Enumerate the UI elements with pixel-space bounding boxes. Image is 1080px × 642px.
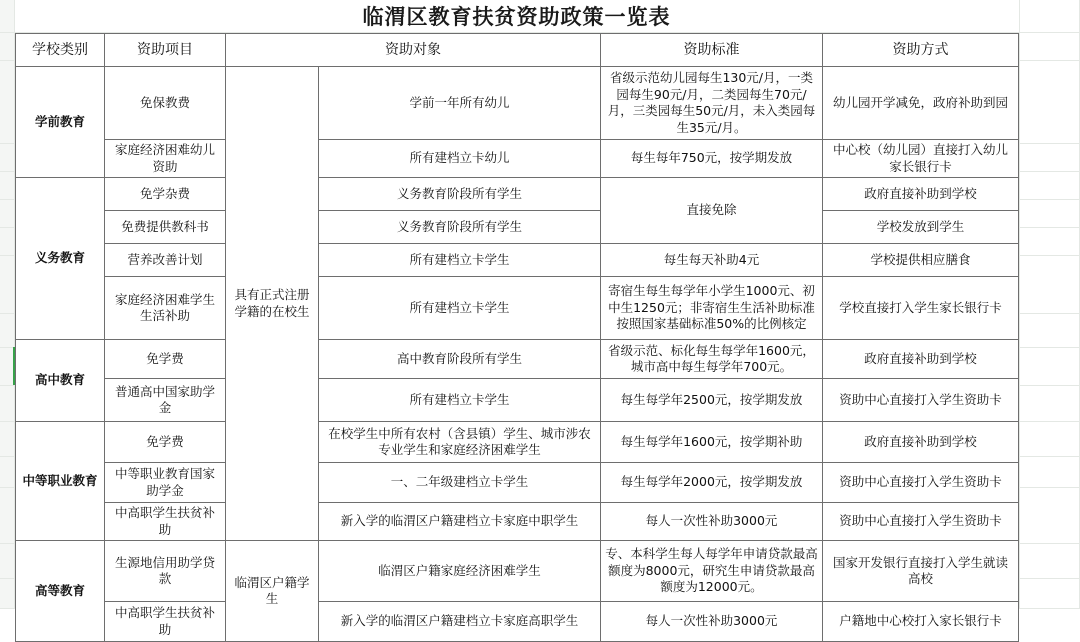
cell-funding-project: 家庭经济困难幼儿资助	[105, 140, 226, 178]
cell-funding-target: 高中教育阶段所有学生	[319, 340, 601, 379]
cell-funding-method: 学校提供相应膳食	[823, 244, 1019, 277]
cell-funding-project: 生源地信用助学贷款	[105, 541, 226, 602]
cell-funding-target-group: 临渭区户籍学生	[226, 541, 319, 642]
table-row	[16, 140, 1019, 178]
cell-funding-project: 中高职学生扶贫补助	[105, 602, 226, 642]
cell-funding-standard: 专、本科学生每人每学年申请贷款最高额度为8000元，研究生申请贷款最高额度为12000元。	[601, 541, 823, 602]
table-row	[16, 503, 1019, 541]
table-row	[16, 244, 1019, 277]
cell-funding-method: 资助中心直接打入学生资助卡	[823, 503, 1019, 541]
cell-funding-target: 临渭区户籍家庭经济困难学生	[319, 541, 601, 602]
cell-funding-standard: 省级示范、标化每生每学年1600元，城市高中每生每学年700元。	[601, 340, 823, 379]
cell-funding-standard: 省级示范幼儿园每生130元/月，一类园每生90元/月，二类园每生70元/月，三类园每生50元/月，未入类园每生35元/月。	[601, 67, 823, 140]
table-row	[16, 67, 1019, 140]
cell-funding-method: 政府直接补助到学校	[823, 340, 1019, 379]
cell-funding-target: 所有建档立卡学生	[319, 244, 601, 277]
cell-funding-method: 学校发放到学生	[823, 211, 1019, 244]
table-row	[16, 541, 1019, 602]
cell-school-category: 中等职业教育	[16, 422, 105, 541]
cell-funding-project: 免保教费	[105, 67, 226, 140]
cell-funding-standard: 每生每年750元，按学期发放	[601, 140, 823, 178]
cell-funding-project: 免学费	[105, 340, 226, 379]
cell-funding-project: 免学费	[105, 422, 226, 463]
cell-funding-method: 国家开发银行直接打入学生就读高校	[823, 541, 1019, 602]
cell-funding-target: 义务教育阶段所有学生	[319, 211, 601, 244]
cell-funding-target: 一、二年级建档立卡学生	[319, 463, 601, 503]
cell-funding-standard: 每人一次性补助3000元	[601, 602, 823, 642]
cell-funding-method: 资助中心直接打入学生资助卡	[823, 379, 1019, 422]
cell-funding-target: 所有建档立卡学生	[319, 277, 601, 340]
cell-funding-project: 中高职学生扶贫补助	[105, 503, 226, 541]
column-header-funding-project: 资助项目	[105, 34, 226, 67]
cell-funding-standard: 直接免除	[601, 178, 823, 244]
cell-funding-standard: 每生每学年1600元，按学期补助	[601, 422, 823, 463]
cell-funding-method: 政府直接补助到学校	[823, 422, 1019, 463]
cell-funding-target: 新入学的临渭区户籍建档立卡家庭高职学生	[319, 602, 601, 642]
table-row	[16, 463, 1019, 503]
cell-funding-method: 幼儿园开学减免，政府补助到园	[823, 67, 1019, 140]
cell-funding-method: 户籍地中心校打入家长银行卡	[823, 602, 1019, 642]
cell-funding-standard: 寄宿生每生每学年小学生1000元、初中生1250元；非寄宿生生活补助标准按照国家基础标准50%的比例核定	[601, 277, 823, 340]
cell-funding-target: 在校学生中所有农村（含县镇）学生、城市涉农专业学生和家庭经济困难学生	[319, 422, 601, 463]
document-title-band	[15, 0, 1018, 32]
cell-funding-project: 免费提供教科书	[105, 211, 226, 244]
cell-funding-method: 资助中心直接打入学生资助卡	[823, 463, 1019, 503]
policy-table	[15, 33, 1019, 642]
page-title: 临渭区教育扶贫资助政策一览表	[363, 1, 671, 31]
grid-column-line	[1019, 0, 1020, 609]
table-header-row	[16, 34, 1019, 67]
cell-funding-standard: 每人一次性补助3000元	[601, 503, 823, 541]
column-header-funding-method: 资助方式	[823, 34, 1019, 67]
cell-funding-standard: 每生每学年2500元，按学期发放	[601, 379, 823, 422]
cell-funding-target: 所有建档立卡学生	[319, 379, 601, 422]
cell-funding-standard: 每生每学年2000元，按学期发放	[601, 463, 823, 503]
cell-school-category: 义务教育	[16, 178, 105, 340]
table-row	[16, 277, 1019, 340]
cell-funding-target: 所有建档立卡幼儿	[319, 140, 601, 178]
cell-funding-method: 中心校（幼儿园）直接打入幼儿家长银行卡	[823, 140, 1019, 178]
cell-funding-target: 新入学的临渭区户籍建档立卡家庭中职学生	[319, 503, 601, 541]
column-header-funding-target: 资助对象	[226, 34, 601, 67]
cell-funding-method: 学校直接打入学生家长银行卡	[823, 277, 1019, 340]
cell-funding-method: 政府直接补助到学校	[823, 178, 1019, 211]
cell-funding-target: 义务教育阶段所有学生	[319, 178, 601, 211]
cell-school-category: 高中教育	[16, 340, 105, 422]
cell-school-category: 高等教育	[16, 541, 105, 642]
table-row	[16, 602, 1019, 642]
cell-funding-project: 免学杂费	[105, 178, 226, 211]
column-header-school-category: 学校类别	[16, 34, 105, 67]
cell-funding-project: 家庭经济困难学生生活补助	[105, 277, 226, 340]
table-row	[16, 422, 1019, 463]
cell-funding-target-group: 具有正式注册学籍的在校生	[226, 67, 319, 541]
table-row	[16, 211, 1019, 244]
cell-funding-standard: 每生每天补助4元	[601, 244, 823, 277]
row-header-gutter	[0, 0, 15, 609]
table-row	[16, 379, 1019, 422]
cell-school-category: 学前教育	[16, 67, 105, 178]
cell-funding-project: 营养改善计划	[105, 244, 226, 277]
cell-funding-project: 中等职业教育国家助学金	[105, 463, 226, 503]
cell-funding-target: 学前一年所有幼儿	[319, 67, 601, 140]
table-row	[16, 178, 1019, 211]
cell-funding-project: 普通高中国家助学金	[105, 379, 226, 422]
table-row	[16, 340, 1019, 379]
column-header-funding-standard: 资助标准	[601, 34, 823, 67]
